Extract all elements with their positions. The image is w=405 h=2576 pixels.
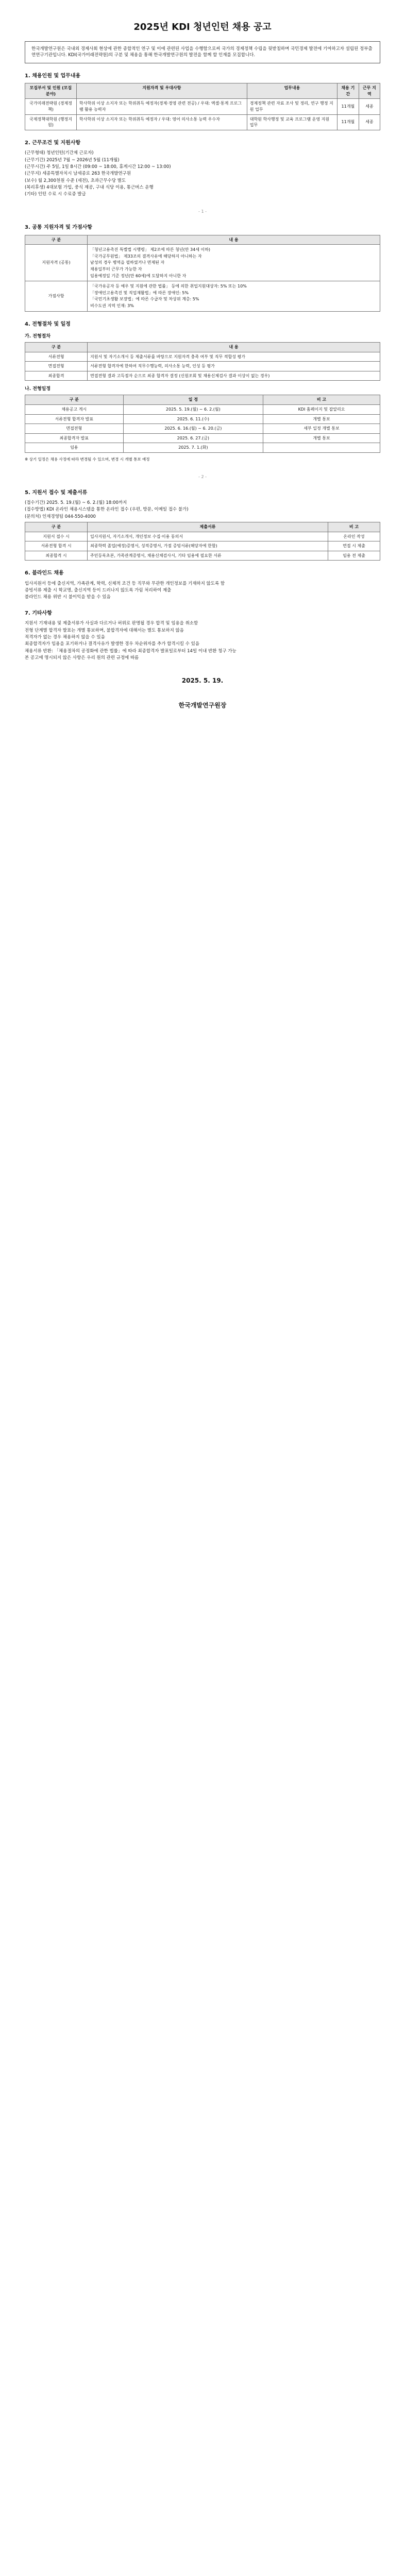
subsection-process: 가. 전형절차	[25, 334, 51, 339]
intro-box: 한국개발연구원은 국내외 경제사회 현상에 관한 종합적인 연구 및 이에 관련된 사업을 수행함으로써 국가의 경제정책 수립을 뒷받침하며 국민경제 발전에 기여하고자 설립된 정부출연연구기관입니다. KDI(국가미래전략원)의 구분 및 채용을 통해 한국개발연구원의 발전을 함께 할 인재를 모집합니다.	[25, 41, 380, 63]
th-quals: 지원자격 및 우대사항	[76, 83, 247, 99]
list-item: 「청년고용촉진 특별법 시행령」 제2조에 따른 청년(만 34세 이하)	[90, 247, 211, 252]
th-docs: 제출서류	[88, 522, 328, 532]
cell-label: 가점사항	[25, 281, 88, 311]
schedule-note: ※ 상기 일정은 채용 사정에 따라 변경될 수 있으며, 변경 시 개별 통보 예정	[25, 457, 150, 462]
table-row	[25, 414, 380, 424]
list-item: 채용서류 반환: 「채용절차의 공정화에 관한 법률」에 따라 최종합격자 발표일로부터 14일 이내 반환 청구 가능	[25, 648, 237, 654]
cell-duties: 대학원 학사행정 및 교육 프로그램 운영 지원 업무	[247, 114, 337, 130]
cell-content: 서류전형 합격자에 한하여 직무수행능력, 의사소통 능력, 인성 등 평가	[88, 362, 380, 371]
list-item: (근무지) 세종특별자치시 남세종로 263 한국개발연구원	[25, 171, 131, 177]
documents-table	[25, 522, 380, 561]
table-row	[25, 551, 380, 561]
list-item: 「국민기초생활 보장법」에 따른 수급자 및 차상위 계층: 5%	[90, 297, 199, 302]
cell-stage: 서류전형 합격 시	[25, 541, 88, 551]
footer-org: 한국개발연구원장	[178, 701, 227, 709]
table-row	[25, 245, 380, 281]
cell-note: KDI 홈페이지 및 잡알리오	[263, 405, 380, 415]
cell-label: 지원자격 (공통)	[25, 245, 88, 281]
cell-date: 2025. 6. 16.(월) ~ 6. 20.(금)	[123, 424, 263, 434]
list-item: 적격자가 없는 경우 채용하지 않을 수 있음	[25, 634, 105, 640]
list-item: 입사지원서 등에 출신지역, 가족관계, 학력, 신체적 조건 등 직무와 무관한 개인정보를 기재하지 않도록 함	[25, 581, 225, 586]
list-item: 전형 단계별 합격자 발표는 개별 통보하며, 불합격자에 대해서는 별도 통보하지 않음	[25, 628, 184, 633]
table-row	[25, 405, 380, 415]
table-row	[25, 433, 380, 443]
cell-date: 2025. 6. 11.(수)	[123, 414, 263, 424]
cell-dept: 국제정책대학원 (행정지원)	[25, 114, 77, 130]
cell-note: 개별 통보	[263, 433, 380, 443]
table-row	[25, 99, 380, 114]
cell-label: 서류전형	[25, 352, 88, 362]
th-category: 구 분	[25, 235, 88, 245]
list-item: 채용일부터 근무가 가능한 자	[90, 266, 142, 272]
table-row	[25, 371, 380, 381]
cell-quals: 학사학위 이상 소지자 또는 학위취득 예정자 / 우대: 영어 의사소통 능력 우수자	[76, 114, 247, 130]
cell-date: 2025. 7. 1.(화)	[123, 443, 263, 453]
cell-duties: 경제정책 관련 자료 조사 및 정리, 연구 행정 지원 업무	[247, 99, 337, 114]
th-duties: 업무내용	[247, 83, 337, 99]
table-row	[25, 281, 380, 311]
cell-content: 지원서 및 자기소개서 등 제출서류를 바탕으로 지원자격 충족 여부 및 직무 적합성 평가	[88, 352, 380, 362]
cell-place: 세종	[359, 99, 380, 114]
table-row	[25, 541, 380, 551]
cell-docs: 최종학력 졸업(예정)증명서, 성적증명서, 가점 증빙서류(해당자에 한함)	[88, 541, 328, 551]
other-items-list	[25, 620, 380, 661]
table-row	[25, 362, 380, 371]
th-content: 내 용	[88, 235, 380, 245]
list-item: (접수방법) KDI 온라인 채용시스템을 통한 온라인 접수 (우편, 방문, 이메일 접수 불가)	[25, 507, 189, 513]
th-step: 구 분	[25, 343, 88, 352]
cell-period: 11개월	[338, 114, 359, 130]
section-4-heading: 4. 전형절차 및 일정	[25, 321, 71, 327]
list-item: 블라인드 채용 위반 시 불이익을 받을 수 있음	[25, 595, 111, 600]
list-item: 본 공고에 명시되지 않은 사항은 우리 원의 관련 규정에 따름	[25, 655, 139, 660]
table-row	[25, 114, 380, 130]
list-item: (근무기간) 2025년 7월 ~ 2026년 5월 (11개월)	[25, 157, 120, 163]
list-item: 「장애인고용촉진 및 직업재활법」에 따른 장애인: 5%	[90, 290, 189, 295]
list-item: (접수기간) 2025. 5. 19.(월) ~ 6. 2.(월) 18:00까지	[25, 500, 127, 505]
list-item: 증빙서류 제출 시 학교명, 출신지역 등이 드러나지 않도록 가림 처리하여 제출	[25, 588, 172, 594]
section-6-heading: 6. 블라인드 채용	[25, 570, 64, 577]
list-item: 비수도권 지역 인재: 3%	[90, 303, 134, 308]
th-place: 근무 지역	[359, 83, 380, 99]
page-number: - 1 -	[198, 209, 207, 214]
section-3-heading: 3. 공통 지원자격 및 가점사항	[25, 225, 92, 231]
section-5-heading: 5. 지원서 접수 및 제출서류	[25, 489, 88, 496]
table-row	[25, 443, 380, 453]
cell-content	[88, 281, 380, 311]
work-conditions-list	[25, 150, 380, 197]
cell-place: 세종	[359, 114, 380, 130]
cell-date: 2025. 6. 27.(금)	[123, 433, 263, 443]
notice-title: 2025년 KDI 청년인턴 채용 공고	[133, 22, 272, 32]
th-period: 채용 기간	[338, 83, 359, 99]
table-row	[25, 424, 380, 434]
blind-hiring-list	[25, 581, 380, 601]
th-desc: 내 용	[88, 343, 380, 352]
cell-period: 11개월	[338, 99, 359, 114]
list-item: 최종합격자가 임용을 포기하거나 결격사유가 발생한 경우 차순위자를 추가 합격시킬 수 있음	[25, 641, 200, 647]
cell-docs: 주민등록초본, 가족관계증명서, 채용신체검사서, 기타 임용에 필요한 서류	[88, 551, 328, 561]
list-item: (보수) 월 2,300천원 수준 (세전), 초과근무수당 별도	[25, 178, 126, 183]
cell-stage: 지원서 접수 시	[25, 532, 88, 541]
cell-label: 면접전형	[25, 362, 88, 371]
cell-step: 면접전형	[25, 424, 124, 434]
cell-docs: 입사지원서, 자기소개서, 개인정보 수집·이용 동의서	[88, 532, 328, 541]
th-stage: 구 분	[25, 522, 88, 532]
cell-quals: 학사학위 이상 소지자 또는 학위취득 예정자(경제·경영 관련 전공) / 우대: 엑셀·통계 프로그램 활용 능력자	[76, 99, 247, 114]
list-item: (문의처) 인재경영팀 044-550-4000	[25, 514, 96, 519]
list-item: 「국가공무원법」 제33조의 결격사유에 해당하지 아니하는 자	[90, 253, 202, 259]
cell-note: 임용 전 제출	[328, 551, 380, 561]
th-note: 비 고	[328, 522, 380, 532]
cell-content: 면접전형 결과 고득점자 순으로 최종 합격자 결정 (신원조회 및 채용신체검사 결과 이상이 없는 경우)	[88, 371, 380, 381]
list-item: 「국가유공자 등 예우 및 지원에 관한 법률」 등에 의한 취업지원대상자: 5% 또는 10%	[90, 284, 247, 289]
cell-note: 세부 일정 개별 통보	[263, 424, 380, 434]
list-item: (기타) 인턴 수료 시 수료증 발급	[25, 192, 86, 197]
cell-dept: 국가미래전략원 (경제정책)	[25, 99, 77, 114]
cell-step: 채용공고 게시	[25, 405, 124, 415]
footer-date: 2025. 5. 19.	[181, 677, 224, 685]
list-item: 임용예정일 기준 정년(만 60세)에 도달하지 아니한 자	[90, 273, 187, 278]
cell-date: 2025. 5. 19.(월) ~ 6. 2.(월)	[123, 405, 263, 415]
subsection-schedule: 나. 전형일정	[25, 386, 51, 392]
eligibility-table	[25, 235, 380, 312]
cell-label: 최종합격	[25, 371, 88, 381]
cell-note	[263, 443, 380, 453]
th-dept: 모집부서 및 인원 (모집분야)	[25, 83, 77, 99]
cell-stage: 최종합격 시	[25, 551, 88, 561]
list-item: (근무시간) 주 5일, 1일 8시간 (09:00 ~ 18:00, 휴게시간 12:00 ~ 13:00)	[25, 164, 171, 170]
th-step: 구 분	[25, 395, 124, 405]
table-row	[25, 532, 380, 541]
th-note: 비 고	[263, 395, 380, 405]
list-item: (복리후생) 4대보험 가입, 중식 제공, 구내 식당 이용, 통근버스 운행	[25, 184, 154, 190]
process-table	[25, 342, 380, 381]
page-number: - 2 -	[198, 474, 207, 479]
list-item: 지원서 기재내용 및 제출서류가 사실과 다르거나 허위로 판명될 경우 합격 및 임용을 취소함	[25, 621, 198, 626]
cell-step: 임용	[25, 443, 124, 453]
cell-note: 면접 시 제출	[328, 541, 380, 551]
list-item: (근무형태) 청년인턴(기간제 근로자)	[25, 150, 94, 156]
list-item: 남성의 경우 병역을 필하였거나 면제된 자	[90, 260, 165, 265]
cell-note: 온라인 작성	[328, 532, 380, 541]
section-7-heading: 7. 기타사항	[25, 610, 52, 616]
schedule-table	[25, 395, 380, 453]
th-date: 일 정	[123, 395, 263, 405]
application-list	[25, 500, 380, 520]
table-row	[25, 352, 380, 362]
section-1-heading: 1. 채용인원 및 업무내용	[25, 73, 81, 79]
positions-table	[25, 83, 380, 130]
cell-step: 서류전형 합격자 발표	[25, 414, 124, 424]
section-2-heading: 2. 근무조건 및 지원사항	[25, 140, 81, 146]
cell-content	[88, 245, 380, 281]
cell-note: 개별 통보	[263, 414, 380, 424]
cell-step: 최종합격자 발표	[25, 433, 124, 443]
